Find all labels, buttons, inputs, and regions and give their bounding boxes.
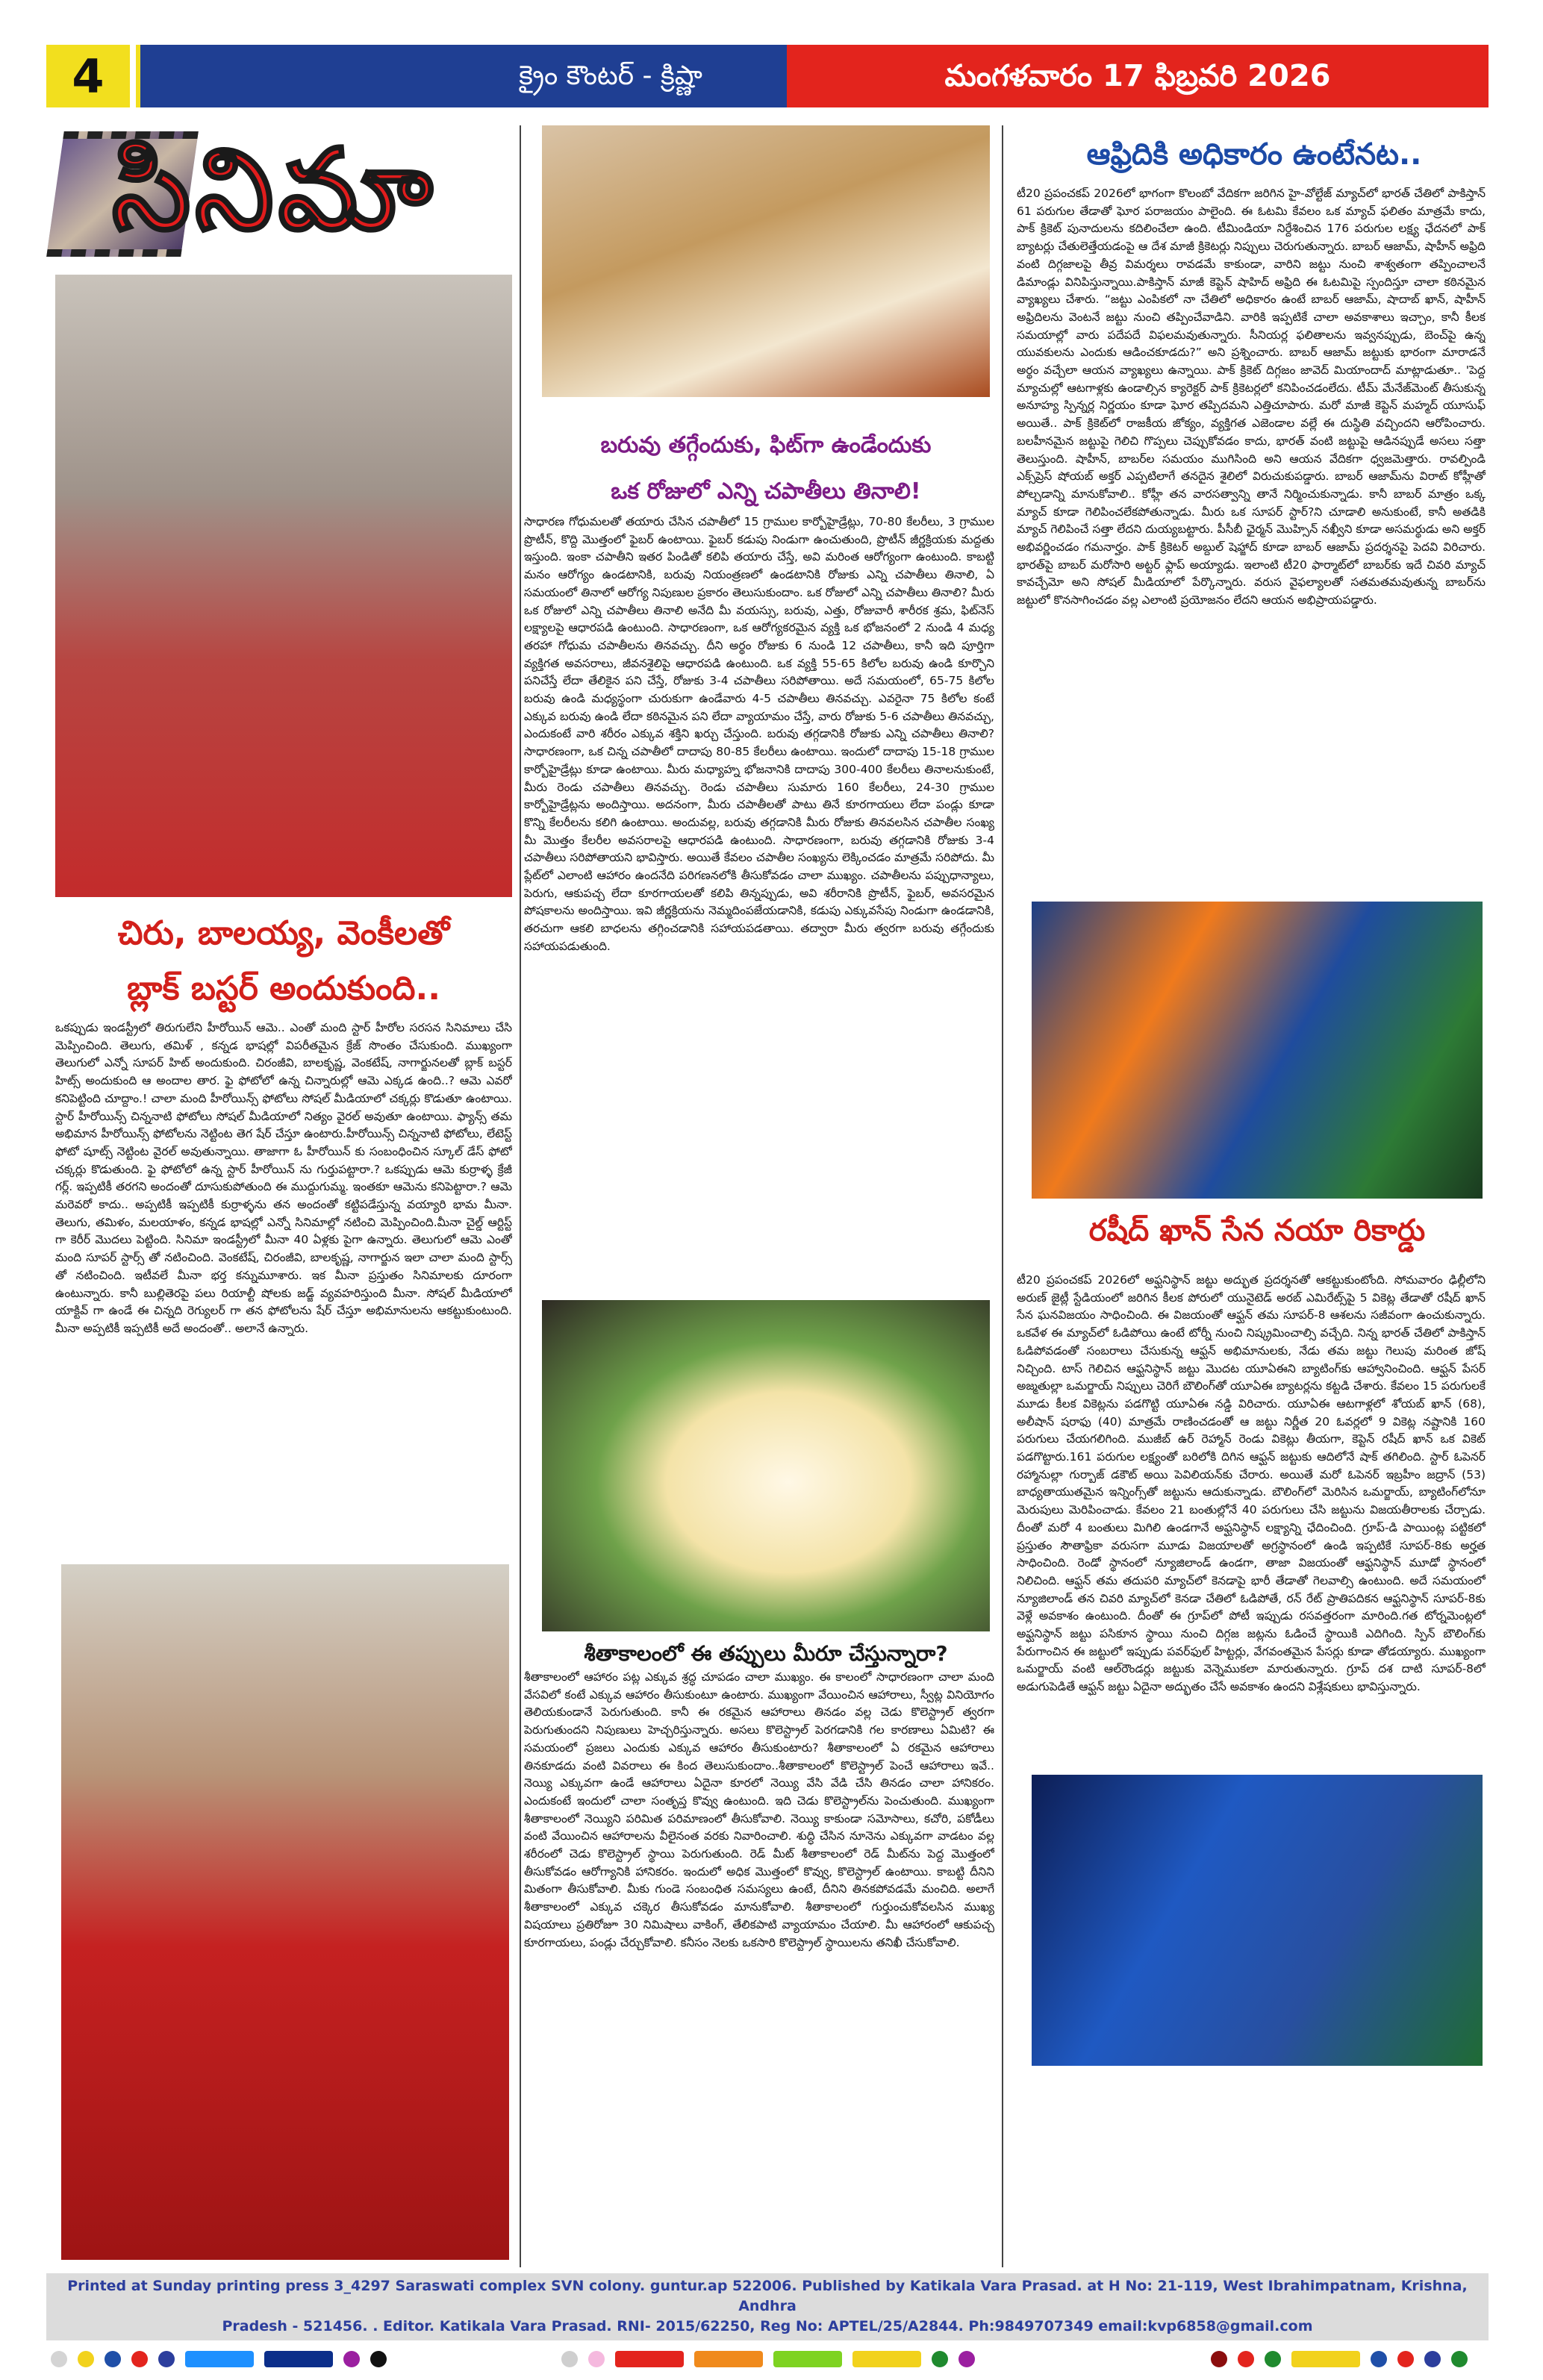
roti-headline: [542, 422, 990, 515]
registration-dot: [51, 2351, 67, 2367]
imprint-box: [46, 2273, 1489, 2340]
column-divider: [520, 125, 521, 2267]
registration-dot: [343, 2351, 360, 2367]
registration-dot: [1424, 2351, 1441, 2367]
imprint-line1: Printed at Sunday printing press 3_4297 Saraswati complex SVN colony. guntur.ap 522006. Published by Katikala Vara Prasad. at H No: 21-119, West Ibrahimpatnam, Krishna, Andhra: [67, 2278, 1468, 2314]
roti-article-body: సాధారణ గోధుమలతో తయారు చేసిన చపాతీలో 15 గ్రాముల కార్బోహైడ్రేట్లు, 70-80 కేలరీలు, 3 గ్రాముల ప్రొటీన్, కొద్ది మొత్తంలో ఫైబర్ ఉంటాయి. ఫైబర్ కడుపు నిండుగా ఉంచుతుంది, ప్రొటీన్ జీర్ణక్రియకు మద్దతు ఇస్తుంది. ఇంకా చపాతీని ఇతర పిండితో కలిపి తయారు చేస్తే, అవి మరింత ఆరోగ్యంగా ఉంటుంది. కాబట్టి మనం ఆరోగ్యం ఉండటానికి, బరువు నియంత్రణలో ఉండటానికి రోజుకు ఎన్ని చపాతీలు తినాలి, ఏ సమయంలో తినాలో ఆరోగ్య నిపుణుల ప్రకారం తెలుసుకుందాం. ఒక రోజులో ఎన్ని చపాతీలు తినాలి? మీరు ఒక రోజులో ఎన్ని చపాతీలు తినాలి అనేది మీ వయస్సు, బరువు, ఎత్తు, రోజువారీ శారీరక శ్రమ, ఫిట్‌నెస్ లక్ష్యాలపై ఆధారపడి ఉంటుంది. సాధారణంగా, ఒక ఆరోగ్యకరమైన వ్యక్తి ఒక భోజనంలో 2 నుండి 4 మధ్య తరహా గోధుమ చపాతీలను తినవచ్చు. దీని అర్థం రోజుకు 6 నుండి 12 చపాతీలు, కానీ ఇది పూర్తిగా వ్యక్తిగత అవసరాలు, జీవనశైలిపై ఆధారపడి ఉంటుంది. ఒక వ్యక్తి 55-65 కిలోల బరువు ఉండి కూర్చొని పనిచేస్తే లేదా తేలికైన పని చేస్తే, రోజుకు 3-4 చపాతీలు సరిపోతాయి. అదే సమయంలో, 65-75 కిలోల బరువు ఉండి మధ్యస్థంగా చురుకుగా ఉండేవారు 4-5 చపాతీలు తినవచ్చు. ఎవరైనా 75 కిలోల కంటే ఎక్కువ బరువు ఉండి లేదా కఠినమైన పని లేదా వ్యాయామం చేస్తే, వారు రోజుకు 5-6 చపాతీలు తినవచ్చు, ఎందుకంటే వారి శరీరం ఎక్కువ శక్తిని ఖర్చు చేస్తుంది. బరువు తగ్గడానికి రోజుకు ఎన్ని చపాతీలు తినాలి? సాధారణంగా, ఒక చిన్న చపాతీలో దాదాపు 80-85 కేలరీలు ఉంటాయి. ఇందులో దాదాపు 15-18 గ్రాముల కార్బోహైడ్రేట్లు కూడా ఉంటాయి. మీరు మధ్యాహ్న భోజనానికి దాదాపు 300-400 కేలరీలు తినాలనుకుంటే, మీరు రెండు చపాతీలు తినవచ్చు. రెండు చపాతీలు సుమారు 160 కేలరీలు, 24-30 గ్రాముల కార్బోహైడ్రేట్లను అందిస్తాయి. అదనంగా, మీరు చపాతీలతో పాటు తినే కూరగాయలు లేదా పండ్లు కూడా కొన్ని కేలరీలను కలిగి ఉంటాయి. అందువల్ల, బరువు తగ్గడానికి మీరు రోజుకు తినవలసిన చపాతీల సంఖ్య మీ మొత్తం కేలరీల అవసరాలపై ఆధారపడి ఉంటుంది. సాధారణంగా, బరువు తగ్గడానికి రోజుకు 3-4 చపాతీలు సరిపోతాయని భావిస్తారు. అయితే కేవలం చపాతీల సంఖ్యను లెక్కించడం మాత్రమే సరిపోదు. మీ ప్లేట్‌లో ఎలాంటి ఆహారం ఉందనేది పరిగణనలోకి తీసుకోవడం చాలా ముఖ్యం. చపాతీలను పప్పుధాన్యాలు, పెరుగు, ఆకుపచ్చ లేదా కూరగాయలతో కలిపి తిన్నప్పుడు, అవి శరీరానికి ప్రొటీన్, ఫైబర్, అవసరమైన పోషకాలను అందిస్తాయి. ఇవి జీర్ణక్రియను నెమ్మదింపజేయడానికి, కడుపు ఎక్కువసేపు నిండుగా ఉండడానికి, తరచుగా ఆకలి బాధలను తగ్గించడానికి సహాయపడతాయి. తద్వారా మీరు త్వరగా బరువు తగ్గేందుకు సహాయపడుతుంది.: [524, 515, 994, 953]
cinema-headline-line2: బ్లాక్ బస్టర్ అందుకుంది..: [127, 969, 440, 1008]
cinema-headline: [55, 906, 512, 1016]
color-registration-marks: [46, 2346, 1489, 2369]
cinema-banner-title: సినిమా: [112, 125, 437, 255]
roti-headline-line1: బరువు తగ్గేందుకు, ఫిట్‌గా ఉండేందుకు: [600, 432, 932, 458]
registration-dot: [105, 2351, 121, 2367]
winter-headline: శీతాకాలంలో ఈ తప్పులు మీరూ చేస్తున్నారా?: [584, 1641, 948, 1666]
registration-dot: [78, 2351, 94, 2367]
actress-photo-red-top: [55, 275, 512, 897]
registration-dot: [561, 2351, 578, 2367]
rashid-article-body: టీ20 ప్రపంచకప్ 2026లో అఫ్ఘనిస్థాన్ జట్టు అద్భుత ప్రదర్శనతో ఆకట్టుకుంటోంది. సోమవారం ఢిల్లీలోని అరుణ్ జైట్లీ స్టేడియంలో జరిగిన కీలక పోరులో యునైటెడ్ అరబ్ ఎమిరేట్స్‌పై 5 వికెట్ల తేడాతో రషీద్ ఖాన్ సేన ఘనవిజయం సాధించింది. ఈ విజయంతో ఆఫ్ఘన్ తమ సూపర్-8 ఆశలను సజీవంగా ఉంచుకున్నారు. ఒకవేళ ఈ మ్యాచ్‌లో ఓడిపోయి ఉంటే టోర్నీ నుంచి నిష్క్రమించాల్సి వచ్చేది. నిన్న భారత్ చేతిలో పాకిస్తాన్ ఓడిపోవడంతో సంబరాలు చేసుకున్న ఆఫ్ఘన్ అభిమానులకు, నేడు తమ జట్టు గెలుపు మరింత జోష్ నిచ్చింది. టాస్ గెలిచిన ఆఫ్ఘనిస్థాన్ జట్టు మొదట యూఏఈని బ్యాటింగ్‌కు ఆహ్వానించింది. ఆఫ్ఘన్ పేసర్ అజ్మతుల్లా ఒమర్జాయ్ నిప్పులు చెరిగే బౌలింగ్‌తో యూఏఈ బ్యాటర్లను కట్టడి చేశారు. కేవలం 15 పరుగులకే మూడు కీలక వికెట్లను పడగొట్టి యూఏఈ నడ్డి విరిచారు. యూఏఈ ఆటగాళ్లలో శోయబ్ ఖాన్ (68), అలీషాన్ షరాఫు (40) మాత్రమే రాణించడంతో ఆ జట్టు నిర్ణీత 20 ఓవర్లలో 9 వికెట్ల నష్టానికి 160 పరుగులు చేయగలిగింది. ముజీబ్ ఉర్ రెహ్మాన్ రెండు వికెట్లు తీయగా, కెప్టెన్ రషీద్ ఖాన్ ఒక వికెట్ పడగొట్టారు.161 పరుగుల లక్ష్యంతో బరిలోకి దిగిన ఆఫ్ఘన్ జట్టుకు ఆదిలోనే షాక్ తగిలింది. స్టార్ ఓపెనర్ రహ్మానుల్లా గుర్బాజ్ డకౌట్ అయి పెవిలియన్‌కు చేరారు. అయితే మరో ఓపెనర్ ఇబ్రహీం జద్రాన్ (53) బాధ్యతాయుతమైన ఇన్నింగ్స్‌తో జట్టును ఆదుకున్నాడు. బౌలింగ్‌లో మెరిసిన ఒమర్జాయ్, బ్యాటింగ్‌లోనూ మెరుపులు మెరిపించాడు. కేవలం 21 బంతుల్లోనే 40 పరుగులు చేసి జట్టును విజయతీరాలకు చేర్చాడు. దీంతో మరో 4 బంతులు మిగిలి ఉండగానే అఫ్ఘనిస్థాన్ లక్ష్యాన్ని ఛేదించింది. గ్రూప్-డి పాయింట్ల పట్టికలో ప్రస్తుతం సౌతాఫ్రికా వరుసగా మూడు విజయాలతో అగ్రస్థానంలో ఉండి ఇప్పటికే సూపర్-8కు అర్హత సాధించింది. రెండో స్థానంలో న్యూజిలాండ్ ఉండగా, తాజా విజయంతో ఆఫ్ఘనిస్థాన్ మూడో స్థానంలో నిలిచింది. ఆఫ్ఘన్ తమ తదుపరి మ్యాచ్‌లో కెనడాపై భారీ తేడాతో గెలవాల్సి ఉంటుంది. అదే సమయంలో న్యూజిలాండ్ తన చివరి మ్యాచ్‌లో కెనడా చేతిలో ఓడిపోతే, రన్ రేట్ ప్రాతిపదికన ఆఫ్ఘనిస్థాన్ సూపర్-8కు వెళ్లే అవకాశం ఉంటుంది. దీంతో ఈ గ్రూప్‌లో పోటీ ఇప్పుడు రసవత్తరంగా మారింది.గత టోర్నమెంట్లలో అఫ్ఘనిస్థాన్ జట్టు పసికూన స్థాయి నుంచి దిగ్గజ జట్లను ఓడించే స్థాయికి ఎదిగింది. స్పిన్ బౌలింగ్‌కు పేరుగాంచిన ఈ జట్టులో ఇప్పుడు పవర్‌ఫుల్ హిట్టర్లు, వేగవంతమైన పేసర్లు కూడా తోడయ్యారు. ముఖ్యంగా ఒమర్జాయ్ వంటి ఆల్‌రౌండర్లు జట్టుకు వెన్నెముకలా మారుతున్నారు. గ్రూప్ దశ దాటి సూపర్-8లో అడుగుపెడితే ఆఫ్ఘన్ జట్టు ఏదైనా అద్భుతం చేసే అవకాశం ఉందని విశ్లేషకులు భావిస్తున్నారు.: [1017, 1273, 1486, 1694]
registration-dot: [1451, 2351, 1468, 2367]
section-banner: [136, 45, 787, 107]
rice-dish-photo: [542, 1300, 990, 1631]
afghanistan-team-photo: [1032, 1775, 1483, 2066]
registration-dot: [588, 2351, 605, 2367]
column-divider: [1002, 125, 1003, 2267]
registration-dot: [131, 2351, 148, 2367]
registration-bar: [615, 2351, 684, 2367]
chapati-photo: [542, 125, 990, 397]
imprint-line2: Pradesh - 521456. . Editor. Katikala Vara Prasad. RNI- 2015/62250, Reg No: APTEL/25/A2844. Ph:9849707349 email:kvp6858@gmail.com: [222, 2318, 1313, 2334]
date-banner: [787, 45, 1489, 107]
afridi-article-body: టీ20 ప్రపంచకప్ 2026లో భాగంగా కొలంబో వేదికగా జరిగిన హై-వోల్టేజ్ మ్యాచ్‌లో భారత్ చేతిలో పాకిస్తాన్ 61 పరుగుల తేడాతో ఘోర పరాజయం పాలైంది. ఈ ఓటమి కేవలం ఒక మ్యాచ్ ఫలితం మాత్రమే కాదు, పాక్ క్రికెట్ పునాదులను కదిలించేలా ఉంది. టీమిండియా నిర్దేశించిన 176 పరుగుల లక్ష్య ఛేదనలో పాక్ బ్యాటర్లు చేతులెత్తేయడంపై ఆ దేశ మాజీ క్రికెటర్లు నిప్పులు చెరుగుతున్నారు. బాబర్ ఆజామ్, షాహీన్ అఫ్రిది వంటి దిగ్గజాలపై తీవ్ర విమర్శలు రావడమే కాకుండా, వారిని జట్టు నుంచి శాశ్వతంగా తప్పించాలనే డిమాండ్లు వినిపిస్తున్నాయి.పాకిస్తాన్ మాజీ కెప్టెన్ షాహిద్ అఫ్రిది ఈ ఓటమిపై స్పందిస్తూ చాలా కఠినమైన వ్యాఖ్యలు చేశారు. “జట్టు ఎంపికలో నా చేతిలో అధికారం ఉంటే బాబర్ ఆజామ్, షాదాబ్ ఖాన్, షాహీన్ అఫ్రిదిలను వెంటనే జట్టు నుంచి తప్పించేవాడిని. వారికి ఇప్పటికే చాలా అవకాశాలు ఇచ్చాం, కానీ కీలక సమయాల్లో వారు పదేపదే విఫలమవుతున్నారు. సీనియర్ల ఫలితాలను ఇవ్వనప్పుడు, బెంచ్‌పై ఉన్న యువకులను ఎందుకు ఆడించకూడదు?” అని ప్రశ్నించారు. బాబర్ ఆజామ్ జట్టుకు భారంగా మారాడనే అర్థం వచ్చేలా ఆయన వ్యాఖ్యలు ఉన్నాయి. పాక్ క్రికెట్ దిగ్గజం జావెద్ మియాందాద్ మాట్లాడుతూ.. 'పెద్ద మ్యాచుల్లో ఆటగాళ్లకు ఉండాల్సిన క్యారెక్టర్ పాక్ క్రికెటర్లలో కనిపించడంలేదు. టీమ్ మేనేజ్‌మెంట్ తీసుకున్న అనూహ్య స్పిన్నర్ల నిర్ణయం కూడా ఘోర తప్పిదమని ఎత్తిచూపారు. మరో మాజీ కెప్టెన్ మహ్మద్ యూసుఫ్ అయితే.. పాక్ క్రికెట్‌లో రాజకీయ జోక్యం, వ్యక్తిగత ఎజెండాల వల్లే ఈ దుస్థితి వచ్చిందని ఆరోపించారు. బలహీనమైన జట్టుపై గెలిచి గొప్పలు చెప్పుకోవడం కాదు, భారత్ వంటి జట్టుపై ఆడినప్పుడే అసలు సత్తా తెలుస్తుంది. షాహీన్, బాబర్‌ల సమయం ముగిసింది అని ఆయన వేదికగా ధ్వజమెత్తారు. రావల్పిండి ఎక్స్‌ప్రెస్ షోయబ్ అక్తర్ ఎప్పటిలాగే తనదైన శైలిలో విరుచుకుపడ్డారు. బాబర్ ఆజామ్‌ను విరాట్ కోహ్లీతో పోల్చడాన్ని మానుకోవాలి.. కోహ్లీ తన వారసత్వాన్ని తానే నిర్మించుకున్నాడు. కానీ బాబర్ మాత్రం ఒక్క మ్యాచ్ కూడా గెలిపించలేకపోతున్నాడు. మీరు ఒక సూపర్ స్టార్?ని చూడాలి అనుకుంటే, కానీ అతడికి మ్యాచ్ గెలిపించే సత్తా లేదని దుయ్యబట్టారు. పీసీబీ ఛైర్మన్ మొహ్సిన్ నఖ్వీని కూడా అసమర్థుడు అని అక్తర్ అభివర్ణించడం గమనార్హం. పాక్ క్రికెటర్ అబ్దుల్ షెహ్జాద్ కూడా బాబర్ ఆజామ్ ప్రదర్శనపై పెదవి విరిచారు. భారత్‌పై బాబర్ మరోసారి అట్టర్ ఫ్లాప్ అయ్యాడు. ఇలాంటి టీ20 ఫార్మాట్‌లో బాబర్‌కు ఇదే చివరి మ్యాచ్ కావచ్చేమో అని సోషల్ మీడియాలో పేర్కొన్నారు. వరుస వైఫల్యాలతో సతమతమవుతున్న బాబర్‌ను జట్టులో కొనసాగించడం వల్ల ఎలాంటి ప్రయోజనం లేదని ఆయన అభిప్రాయపడ్డారు.: [1017, 187, 1486, 608]
cricket-players-photo: [1032, 902, 1483, 1199]
afridi-headline: ఆఫ్రిదికి అధికారం ఉంటేనట..: [1086, 137, 1422, 172]
registration-dot: [1211, 2351, 1227, 2367]
cinema-headline-line1: చిరు, బాలయ్య, వెంకీలతో: [117, 914, 450, 952]
cinema-article-body: ఒకప్పుడు ఇండస్ట్రీలో తిరుగులేని హీరోయిన్ ఆమె.. ఎంతో మంది స్టార్ హీరోల సరసన సినిమాలు చేసి మెప్పించింది. తెలుగు, తమిళ్ , కన్నడ భాషల్లో విపరీతమైన క్రేజ్ సొంతం చేసుకుంది. ముఖ్యంగా తెలుగులో ఎన్నో సూపర్ హిట్ అందుకుంది. చిరంజీవి, బాలకృష్ణ, వెంకటేష్, నాగార్జునలతో బ్లాక్ బస్టర్ హిట్స్ అందుకుంది ఆ అందాల తార. ఫై ఫోటోలో ఉన్న చిన్నారుల్లో ఆమె ఎక్కడ ఉంది..? ఆమె ఎవరో కనిపెట్టింది చూద్దాం.! చాలా మంది హీరోయిన్స్ ఫోటోలు సోషల్ మీడియాలో చక్కర్లు కొడుతూ ఉంటాయి. స్టార్ హీరోయిన్స్ చిన్ననాటి ఫోటోలు సోషల్ మీడియాలో నిత్యం వైరల్ అవుతూ ఉంటాయి. ఫ్యాన్స్ తమ అభిమాన హీరోయిన్స్ ఫోటోలను నెట్టింట తెగ షేర్ చేస్తూ ఉంటారు.హీరోయిన్స్ చిన్ననాటి ఫోటోలు, లేటెస్ట్ ఫోటో షూట్స్ నెట్టింట వైరల్ అవుతున్నాయి. తాజాగా ఓ హీరోయిన్ కు సంబంధించిన స్కూల్ డేస్ ఫోటో చక్కర్లు కొడుతుంది. ఫై ఫోటోలో ఉన్న స్టార్ హీరోయిన్ ను గుర్తుపట్టారా.? ఒకప్పుడు ఆమె కుర్రాళ్ళ క్రేజీ గర్ల్. ఇప్పటికీ తరగని అందంతో దూసుకుపోతుంది ఈ ముద్దుగుమ్మ. ఇంతకూ ఆమెను కనిపెట్టారా.? ఆమె మరెవరో కాదు.. అప్పటికీ ఇప్పటికీ కుర్రాళ్ళను తన అందంతో కట్టిపడేస్తున్న వయ్యారి భామ మీనా. తెలుగు, తమిళం, మలయాళం, కన్నడ భాషల్లో ఎన్నో సినిమాల్లో నటించి మెప్పించింది.మీనా చైల్డ్ ఆర్టిస్ట్ గా కెరీర్ మొదలు పెట్టింది. సినిమా ఇండస్ట్రీలో మీనా 40 ఏళ్లకు పైగా ఉన్నారు. తెలుగులో ఆమె ఎంతో మంది సూపర్ స్టార్స్ తో నటించింది. వెంకటేష్, చిరంజీవి, బాలకృష్ణ, నాగార్జున ఇలా చాలా మంది స్టార్స్ తో నటించింది. ఇటీవలే మీనా భర్త కన్నుమూశారు. ఇక మీనా ప్రస్తుతం సినిమాలకు దూరంగా ఉంటున్నారు. కానీ బుల్లితెరపై పలు రియాల్టీ షోలకు జడ్జ్ వ్యవహరిస్తుంది మీనా. సోషల్ మీడియాలో యాక్టివ్ గా ఉండే ఈ చిన్నది రెగ్యులర్ గా తన ఫోటోలను షేర్ చేస్తూ అభిమానులను ఆకట్టుకుంటుంది. మీనా అప్పటికీ ఇప్పటికీ అదే అందంతో.. అలానే ఉన్నారు.: [55, 1021, 512, 1335]
roti-headline-line2: ఒక రోజులో ఎన్ని చపాతీలు తినాలి!: [611, 478, 921, 505]
winter-article-body: శీతాకాలంలో ఆహారం పట్ల ఎక్కువ శ్రద్ధ చూపడం చాలా ముఖ్యం. ఈ కాలంలో సాధారణంగా చాలా మంది వేసవిలో కంటే ఎక్కువ ఆహారం తీసుకుంటూ ఉంటారు. ముఖ్యంగా వేయించిన ఆహారాలు, స్వీట్ల వినియోగం తెలియకుండానే పెరుగుతుంది. కానీ ఈ రకమైన ఆహారాలు తినడం వల్ల చెడు కొలెస్ట్రాల్ త్వరగా పెరుగుతుందని నిపుణులు హెచ్చరిస్తున్నారు. అసలు కొలెస్ట్రాల్ పెరగడానికి గల కారణాలు ఏమిటి? ఈ సమయంలో ప్రజలు ఎందుకు ఎక్కువ ఆహారం తీసుకుంటారు? శీతాకాలంలో ఏ రకమైన ఆహారాలు తినకూడదు వంటి వివరాలు ఈ కింద తెలుసుకుందాం..శీతాకాలంలో కొలెస్ట్రాల్ పెంచే ఆహారాలు ఇవే.. నెయ్యి ఎక్కువగా ఉండే ఆహారాలు ఏదైనా కూరలో నెయ్యి వేసి వేడి చేసి తినడం చాలా హానికరం. ఎందుకంటే ఇందులో చాలా సంతృప్త కొవ్వు ఉంటుంది. ఇది చెడు కొలెస్ట్రాల్‌ను పెంచుతుంది. ముఖ్యంగా శీతాకాలంలో నెయ్యిని పరిమిత పరిమాణంలో తీసుకోవాలి. నెయ్యి కాకుండా సమోసాలు, కచోరి, పకోడీలు వంటి వేయించిన ఆహారాలను వీలైనంత వరకు నివారించాలి. శుద్ధి చేసిన నూనెను ఎక్కువగా వాడటం వల్ల శరీరంలో చెడు కొలెస్ట్రాల్ స్థాయి పెరుగుతుంది. రెడ్ మీట్ శీతాకాలంలో రెడ్ మీట్‌ను పెద్ద మొత్తంలో తీసుకోవడం ఆరోగ్యానికి హానికరం. ఇందులో అధిక మొత్తంలో కొవ్వు, కొలెస్ట్రాల్ ఉంటాయి. కాబట్టి దీనిని మితంగా తీసుకోవాలి. మీకు గుండె సంబంధిత సమస్యలు ఉంటే, దీనిని తినకపోవడమే మంచిది. అలాగే శీతాకాలంలో ఎక్కువ చక్కెర తీసుకోవడం మానుకోవాలి. శీతాకాలంలో గుర్తుంచుకోవలసిన ముఖ్య విషయాలు ప్రతిరోజూ 30 నిమిషాలు వాకింగ్, తేలికపాటి వ్యాయామం చేయాలి. మీ ఆహారంలో ఆకుపచ్చ కూరగాయలు, పండ్లు చేర్చుకోవాలి. కనీసం నెలకు ఒకసారి కొలెస్ట్రాల్ స్థాయిలను తనిఖీ చేసుకోవాలి.: [524, 1670, 994, 1949]
registration-bar: [1291, 2351, 1360, 2367]
registration-bar: [773, 2351, 842, 2367]
registration-dot: [1397, 2351, 1414, 2367]
rashid-headline: రషీద్ ఖాన్ సేన నయా రికార్డు: [1088, 1214, 1426, 1248]
registration-bar: [694, 2351, 763, 2367]
registration-bar: [264, 2351, 333, 2367]
publication-date: మంగళవారం 17 ఫిబ్రవరి 2026: [944, 59, 1331, 93]
registration-dot: [958, 2351, 975, 2367]
registration-dot: [1265, 2351, 1281, 2367]
section-title: క్రైం కౌంటర్ - క్రిష్ణా: [519, 60, 702, 91]
page-number: 4: [46, 45, 130, 107]
registration-dot: [1238, 2351, 1254, 2367]
registration-bar: [852, 2351, 921, 2367]
registration-dot: [158, 2351, 175, 2367]
registration-dot: [1371, 2351, 1387, 2367]
imprint-text: [46, 2276, 1489, 2339]
registration-bar: [185, 2351, 254, 2367]
actress-meena-photo: [61, 1564, 509, 2260]
registration-dot: [932, 2351, 948, 2367]
registration-dot: [370, 2351, 387, 2367]
